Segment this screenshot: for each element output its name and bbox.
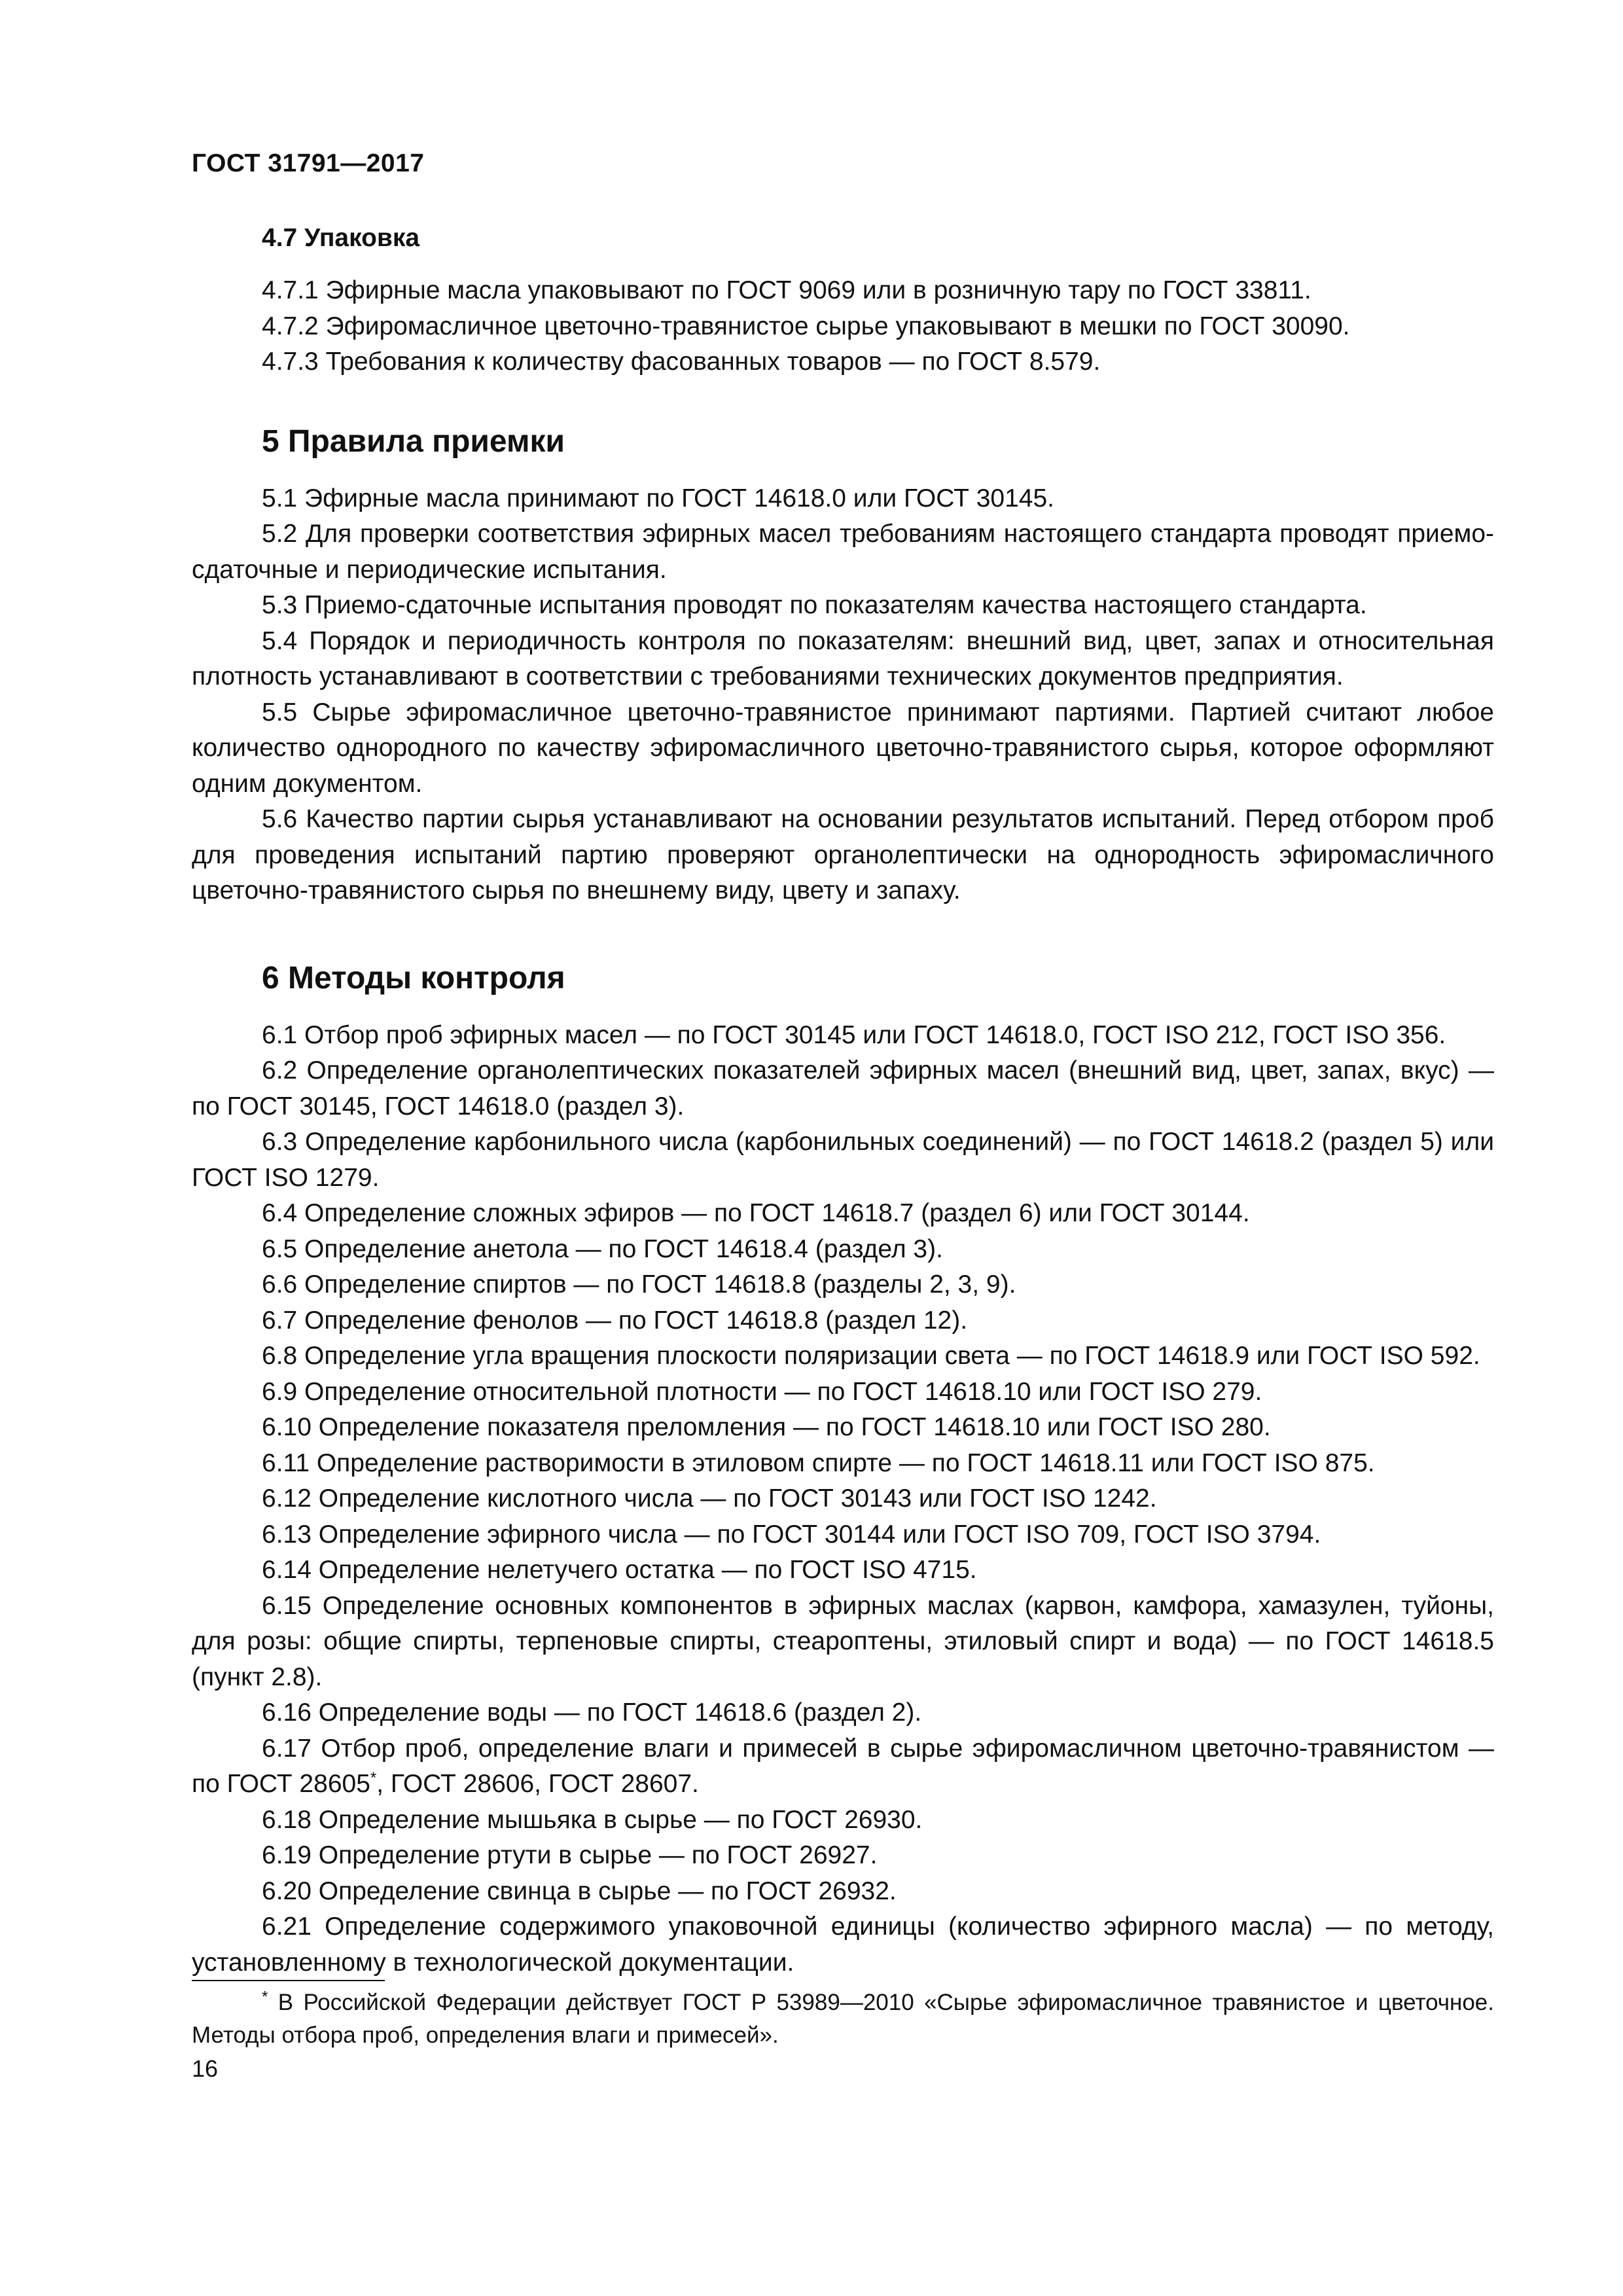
paragraph-6-17-text: 6.17 Отбор проб, определение влаги и примесей в сырье эфиромасличном цветочно-травянистом — по ГОСТ 28605 — [192, 1734, 1494, 1798]
paragraph-6-8: 6.8 Определение угла вращения плоскости поляризации света — по ГОСТ 14618.9 или ГОСТ ISO 592. — [262, 1342, 1480, 1370]
document-body — [192, 221, 1494, 1981]
paragraph-5-4: 5.4 Порядок и периодичность контроля по показателям: внешний вид, цвет, запах и относительная плотность устанавливают в соответствии с требованиями технических документов предприятия. — [192, 626, 1494, 691]
paragraph-6-11: 6.11 Определение растворимости в этиловом спирте — по ГОСТ 14618.11 или ГОСТ ISO 875. — [262, 1448, 1375, 1477]
paragraph-6-19: 6.19 Определение ртути в сырье — по ГОСТ 26927. — [262, 1841, 878, 1869]
paragraph-6-10: 6.10 Определение показателя преломления — по ГОСТ 14618.10 или ГОСТ ISO 280. — [262, 1413, 1271, 1441]
paragraph-6-18: 6.18 Определение мышьяка в сырье — по ГОСТ 26930. — [262, 1805, 923, 1834]
paragraph-6-14: 6.14 Определение нелетучего остатка — по ГОСТ ISO 4715. — [262, 1556, 977, 1584]
paragraph-6-3: 6.3 Определение карбонильного числа (карбонильных соединений) — по ГОСТ 14618.2 (раздел 5) или ГОСТ ISO 1279. — [192, 1128, 1494, 1192]
footnote — [192, 1986, 1494, 2052]
paragraph-6-12: 6.12 Определение кислотного числа — по ГОСТ 30143 или ГОСТ ISO 1242. — [262, 1484, 1157, 1513]
paragraph-6-2: 6.2 Определение органолептических показателей эфирных масел (внешний вид, цвет, запах, вкус) — по ГОСТ 30145, ГОСТ 14618.0 (раздел 3). — [192, 1056, 1494, 1121]
page-number: 16 — [192, 2055, 219, 2082]
paragraph-6-4: 6.4 Определение сложных эфиров — по ГОСТ 14618.7 (раздел 6) или ГОСТ 30144. — [262, 1199, 1250, 1227]
document-header: ГОСТ 31791—2017 — [192, 149, 425, 177]
paragraph-6-17-text-tail: , ГОСТ 28606, ГОСТ 28607. — [376, 1770, 699, 1798]
paragraph-6-6: 6.6 Определение спиртов — по ГОСТ 14618.8 (разделы 2, 3, 9). — [262, 1270, 1016, 1299]
paragraph-6-20: 6.20 Определение свинца в сырье — по ГОСТ 26932. — [262, 1876, 897, 1905]
spacer — [192, 380, 1494, 421]
section-title-6: 6 Методы контроля — [262, 960, 565, 996]
paragraph-5-1: 5.1 Эфирные масла принимают по ГОСТ 14618.0 или ГОСТ 30145. — [262, 484, 1055, 512]
paragraph-5-3: 5.3 Приемо-сдаточные испытания проводят по показателям качества настоящего стандарта. — [262, 591, 1367, 619]
footnote-mark: * — [262, 1988, 268, 2006]
paragraph-5-6: 5.6 Качество партии сырья устанавливают на основании результатов испытаний. Перед отбором проб для проведения испытаний партию проверяют органолептически на однородность эфиромасличного цветочно-травянистого сырья по внешнему виду, цвету и запаху. — [192, 805, 1494, 905]
subsection-title-4-7: 4.7 Упаковка — [262, 224, 420, 252]
paragraph-6-17 — [192, 1731, 1494, 1803]
footnote-divider — [192, 1980, 385, 1981]
paragraph-4-7-3: 4.7.3 Требования к количеству фасованных товаров — по ГОСТ 8.579. — [262, 348, 1101, 376]
paragraph-6-5: 6.5 Определение анетола — по ГОСТ 14618.4 (раздел 3). — [262, 1234, 943, 1263]
paragraph-6-7: 6.7 Определение фенолов — по ГОСТ 14618.8 (раздел 12). — [262, 1306, 968, 1335]
footnote-text: В Российской Федерации действует ГОСТ Р 53989—2010 «Сырье эфиромасличное травянистое и цветочное. Методы отбора проб, определения влаги и примесей». — [192, 1990, 1494, 2048]
paragraph-4-7-2: 4.7.2 Эфиромасличное цветочно-травянистое сырье упаковывают в мешки по ГОСТ 30090. — [262, 312, 1350, 340]
paragraph-6-21: 6.21 Определение содержимого упаковочной единицы (количество эфирного масла) — по методу, установленному в технологической документации. — [192, 1912, 1494, 1977]
spacer — [192, 909, 1494, 958]
paragraph-5-2: 5.2 Для проверки соответствия эфирных масел требованиям настоящего стандарта проводят приемо-сдаточные и периодические испытания. — [192, 520, 1494, 584]
paragraph-6-1: 6.1 Отбор проб эфирных масел — по ГОСТ 30145 или ГОСТ 14618.0, ГОСТ ISO 212, ГОСТ ISO 356. — [262, 1020, 1446, 1049]
paragraph-6-9: 6.9 Определение относительной плотности — по ГОСТ 14618.10 или ГОСТ ISO 279. — [262, 1377, 1262, 1406]
section-title-5: 5 Правила приемки — [262, 423, 565, 459]
paragraph-6-15: 6.15 Определение основных компонентов в эфирных маслах (карвон, камфора, хамазулен, туйоны, для розы: общие спирты, терпеновые спирты, стеароптены, этиловый спирт и вода) — по ГОСТ 14618.5 (пункт 2.8). — [192, 1591, 1494, 1691]
paragraph-5-5: 5.5 Сырье эфиромасличное цветочно-травянистое принимают партиями. Партией считают любое количество однородного по качеству эфиромасличного цветочно-травянистого сырья, которое оформляют одним документом. — [192, 698, 1494, 798]
paragraph-6-13: 6.13 Определение эфирного числа — по ГОСТ 30144 или ГОСТ ISO 709, ГОСТ ISO 3794. — [262, 1520, 1321, 1549]
footnote-reference-mark: * — [370, 1769, 377, 1787]
paragraph-6-16: 6.16 Определение воды — по ГОСТ 14618.6 (раздел 2). — [262, 1698, 922, 1727]
paragraph-4-7-1: 4.7.1 Эфирные масла упаковывают по ГОСТ 9069 или в розничную тару по ГОСТ 33811. — [262, 276, 1311, 304]
